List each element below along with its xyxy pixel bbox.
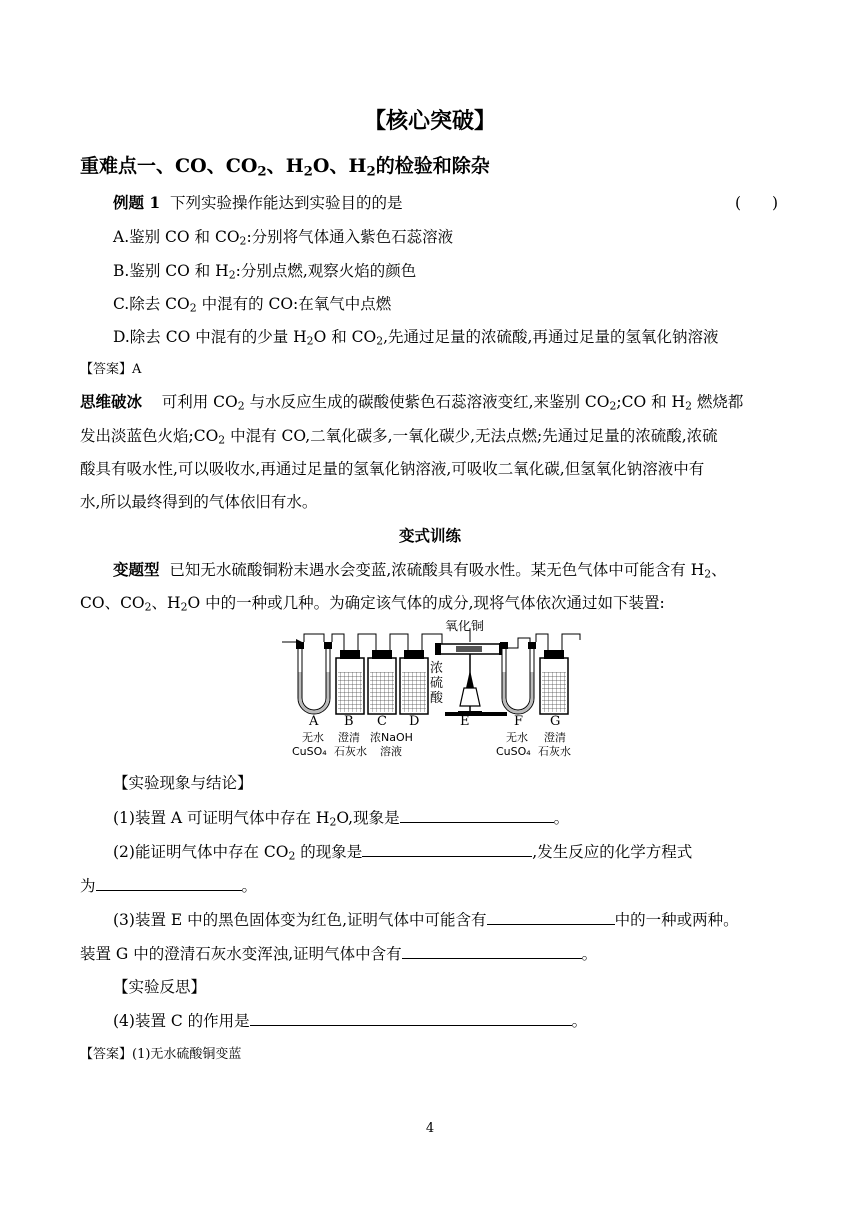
label-f: F [514,714,524,729]
example-question: 例题 1 下列实验操作能达到实验目的的是 [113,193,403,212]
answer-blank-1[interactable] [400,808,554,823]
content-b-1: 澄清 [338,731,360,744]
analysis-line-4: 水,所以最终得到的气体依旧有水。 [80,493,318,511]
bottle-d [400,650,428,714]
option-c: C.除去 $CO_2$ 中混有的 CO:在氧气中点燃 [113,295,392,315]
u-tube-a [296,642,332,712]
bottle-b [336,650,364,714]
example-answer: 【答案】A [80,362,142,377]
section-title: 【核心突破】 [363,108,496,134]
variant-line-1: 变题型 已知无水硫酸铜粉末遇水会变蓝,浓硫酸具有吸水性。某无色气体中可能含有 $H_2$、 [113,560,727,581]
analysis-line-1: 思维破冰 可利用 $CO_2$ 与水反应生成的碳酸使紫色石蕊溶液变红,来鉴别 $CO_2;CO$ 和 $H_2$ 燃烧都 [80,392,744,413]
content-c-1: 浓NaOH [370,731,413,744]
question-1: (1)装置 A 可证明气体中存在 $H_2O$,现象是 。 [113,809,570,829]
question-3: (3)装置 E 中的黑色固体变为红色,证明气体中可能含有 中的一种或两种。 [113,911,739,929]
answer-blank-3a[interactable] [487,910,615,925]
label-b: B [344,714,354,729]
content-f-1: 无水 [506,731,528,744]
answer-bracket: ( ) [735,194,779,212]
bottle-g [540,650,568,714]
acid-label-1: 浓 [430,661,444,676]
content-f-2: CuSO₄ [496,745,531,758]
acid-label-3: 酸 [430,691,444,706]
analysis-line-3: 酸具有吸水性,可以吸收水,再通过足量的氢氧化钠溶液,可吸收二氧化碳,但氢氧化钠溶液中有 [80,460,705,478]
variant-line-2: CO、$CO_2$、$H_2O$ 中的一种或几种。为确定该气体的成分,现将气体依次通过如下装置: [80,594,665,614]
question-2: (2)能证明气体中存在 $CO_2$ 的现象是 ,发生反应的化学方程式 [113,843,693,863]
content-b-2: 石灰水 [334,745,367,758]
topic-heading: 重难点一、CO、$CO_2$、$H_2O$、$H_2$的检验和除杂 [80,155,490,180]
label-d: D [409,714,420,729]
heated-tube-e [435,643,507,716]
question-3-cont: 装置 G 中的澄清石灰水变浑浊,证明气体中含有 。 [80,945,598,963]
bottle-c [368,650,396,714]
option-d: D.除去 CO 中混有的少量 $H_2O$ 和 $CO_2$,先通过足量的浓硫酸,再通过足量的氢氧化钠溶液 [113,328,719,348]
label-a: A [309,714,319,729]
content-c-2: 溶液 [380,745,402,758]
content-a-1: 无水 [302,731,324,744]
answer-blank-3b[interactable] [402,944,582,959]
section-results: 【实验现象与结论】 [113,774,253,792]
section-reflection: 【实验反思】 [113,978,207,996]
cuo-label: 氧化铜 [445,620,485,634]
variant-answer: 【答案】(1)无水硫酸铜变蓝 [80,1047,242,1062]
label-c: C [377,714,387,729]
question-2-cont: 为 。 [80,877,258,895]
u-tube-f [500,642,536,712]
answer-blank-2b[interactable] [96,876,242,891]
apparatus-diagram [280,620,590,762]
content-g-1: 澄清 [544,731,566,744]
answer-blank-4[interactable] [250,1011,572,1026]
content-g-2: 石灰水 [538,745,571,758]
content-a-2: CuSO₄ [292,745,327,758]
question-4: (4)装置 C 的作用是 。 [113,1012,588,1030]
page-number: 4 [425,1121,435,1136]
option-a: A.鉴别 CO 和 $CO_2$:分别将气体通入紫色石蕊溶液 [113,228,454,248]
acid-label-2: 硫 [430,676,444,691]
analysis-line-2: 发出淡蓝色火焰$;CO_2$ 中混有 CO,二氧化碳多,一氧化碳少,无法点燃;先通过足量的浓硫酸,浓硫 [80,427,718,447]
label-e: E [460,714,470,729]
variant-title: 变式训练 [398,526,461,545]
answer-blank-2a[interactable] [362,842,532,857]
option-b: B.鉴别 CO 和 $H_2$:分别点燃,观察火焰的颜色 [113,262,417,282]
label-g: G [550,714,561,729]
